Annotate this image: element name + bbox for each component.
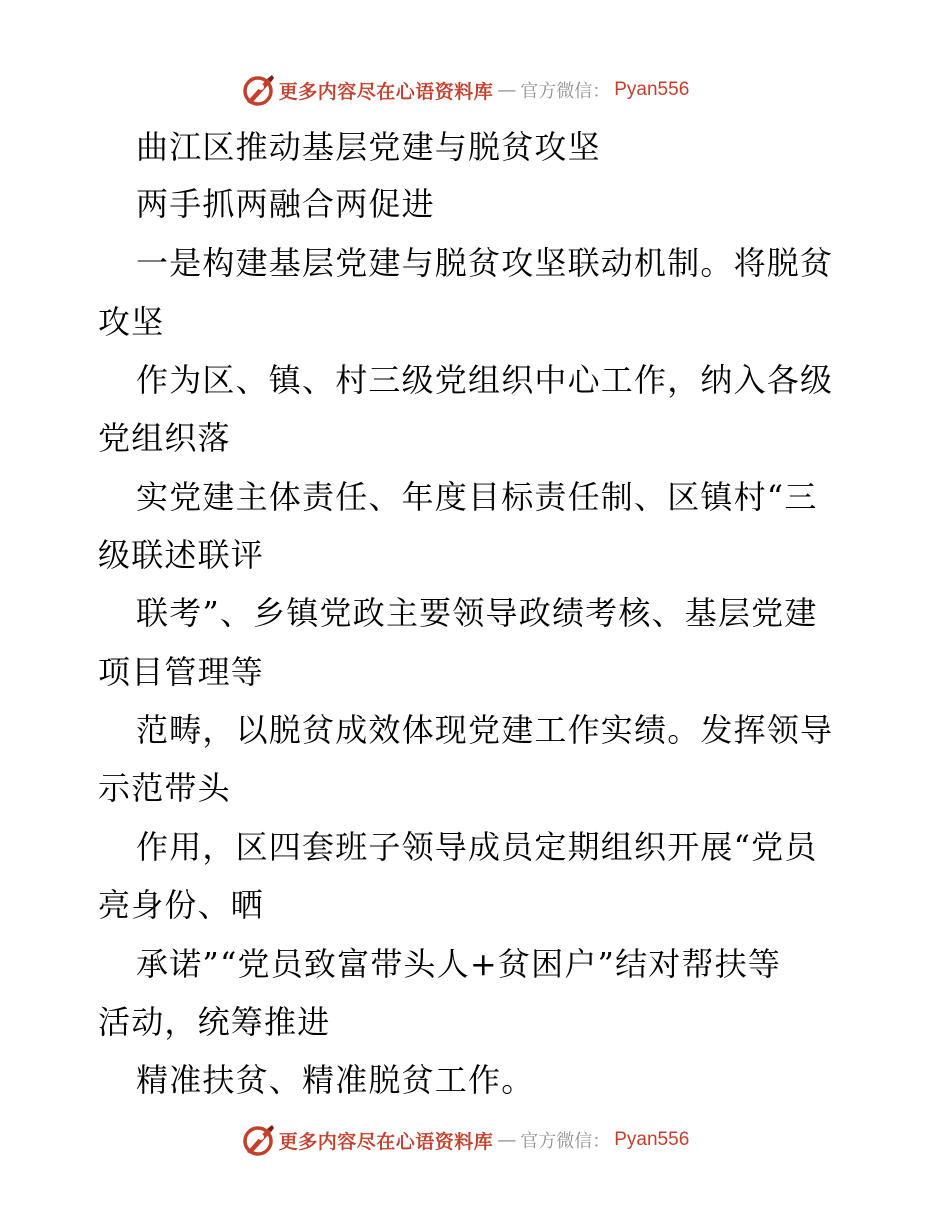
watermark-dash: — xyxy=(497,1129,517,1151)
paragraph-line: 承诺”“党员致富带头人+贫困户”结对帮扶等 xyxy=(136,945,782,983)
header-watermark xyxy=(0,70,950,110)
watermark-sub-text: 官方微信： xyxy=(520,81,611,102)
watermark-dash: — xyxy=(497,79,517,101)
paragraph-line: 亮身份、晒 xyxy=(98,886,265,924)
paragraph-line: 范畴，以脱贫成效体现党建工作实绩。发挥领导 xyxy=(136,711,834,749)
watermark-group xyxy=(241,73,690,107)
pen-circle-logo-icon xyxy=(241,1123,275,1157)
watermark-handle: Pyan556 xyxy=(614,1129,690,1150)
watermark-main-text: 更多内容尽在心语资料库 xyxy=(278,1130,494,1153)
paragraph-line: 活动，统筹推进 xyxy=(98,1003,331,1041)
paragraph-line: 攻坚 xyxy=(98,303,165,341)
footer-watermark xyxy=(0,1120,950,1160)
paragraph-line: 作为区、镇、村三级党组织中心工作，纳入各级 xyxy=(136,361,834,399)
paragraph-line: 示范带头 xyxy=(98,769,231,807)
watermark-group xyxy=(241,1123,690,1157)
watermark-main-text: 更多内容尽在心语资料库 xyxy=(278,80,494,103)
paragraph-line: 精准扶贫、精准脱贫工作。 xyxy=(136,1061,535,1099)
document-subtitle: 两手抓两融合两促进 xyxy=(136,185,435,223)
paragraph-line: 项目管理等 xyxy=(98,653,265,691)
paragraph-line: 党组织落 xyxy=(98,419,231,457)
paragraph-line: 级联述联评 xyxy=(98,536,265,574)
paragraph-line: 作用，区四套班子领导成员定期组织开展“党员 xyxy=(136,828,818,866)
paragraph-line: 实党建主体责任、年度目标责任制、区镇村“三 xyxy=(136,478,818,516)
watermark-handle: Pyan556 xyxy=(614,79,690,100)
watermark-sub-text: 官方微信： xyxy=(520,1131,611,1152)
paragraph-line: 一是构建基层党建与脱贫攻坚联动机制。将脱贫 xyxy=(136,244,834,282)
pen-circle-logo-icon xyxy=(241,73,275,107)
document-title: 曲江区推动基层党建与脱贫攻坚 xyxy=(136,128,601,166)
paragraph-line: 联考”、乡镇党政主要领导政绩考核、基层党建 xyxy=(136,594,818,632)
